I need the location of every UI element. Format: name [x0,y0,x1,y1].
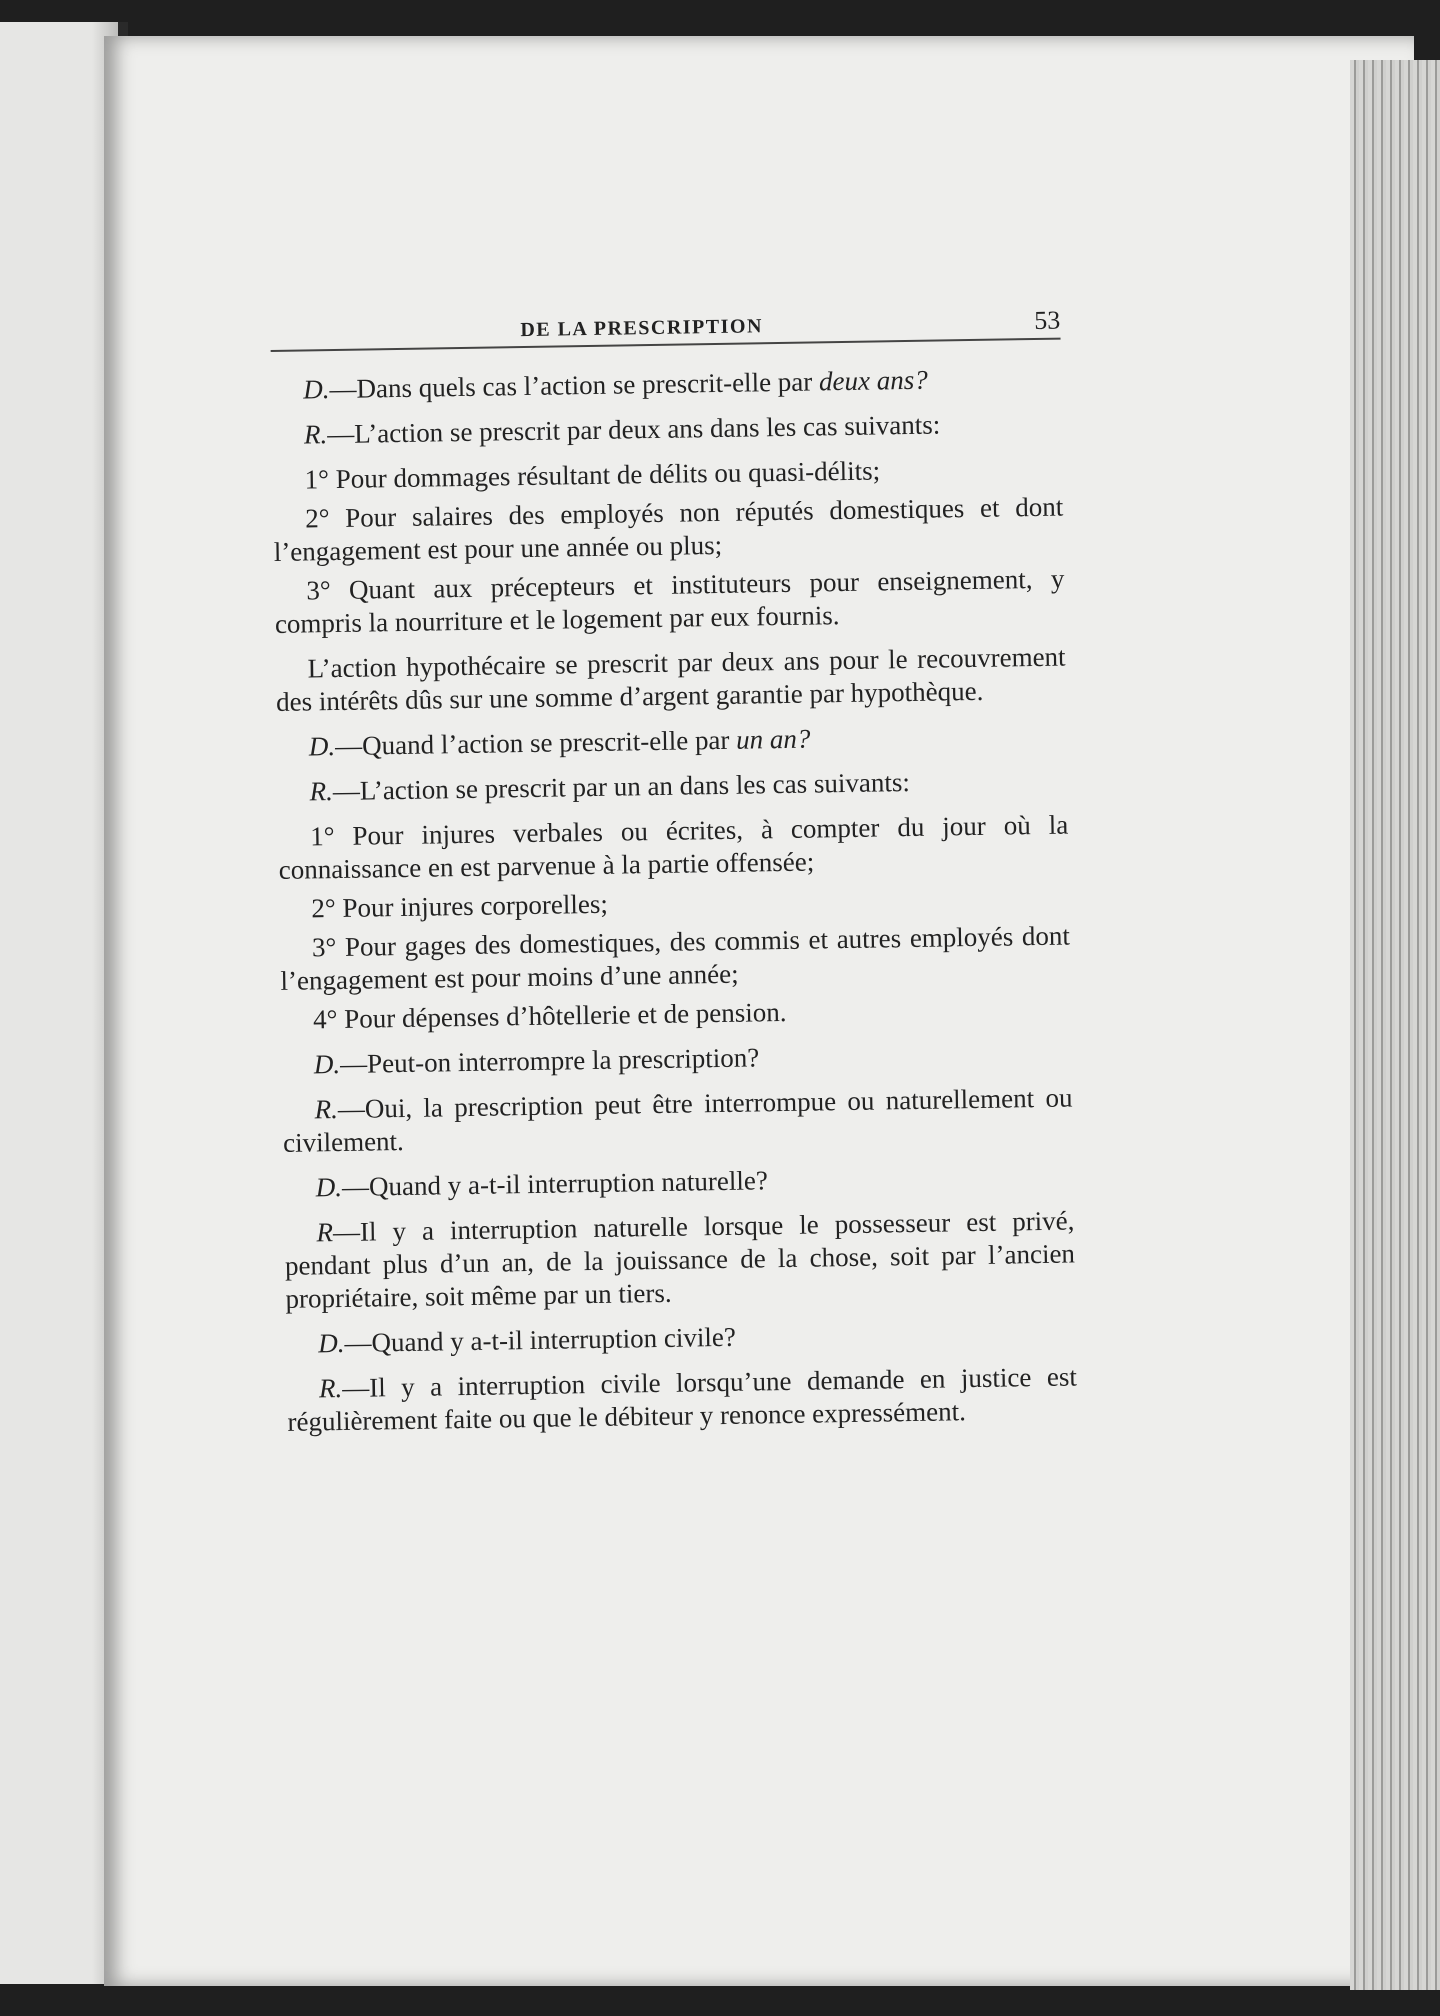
paragraph-text: —Quand y a-t-il interruption naturelle? [341,1165,769,1202]
paragraph-text: —Dans quels cas l’action se prescrit-elle par [329,366,820,405]
question-paragraph [284,1159,1074,1204]
tag: R. [314,1094,339,1125]
tag: D. [315,1171,343,1203]
tag: D. [308,731,336,762]
list-item: 3° Pour gages des domestiques, des commis et autres employés dont l’engagement est pour moins d’une année; [280,920,1071,996]
list-item: 1° Pour dommages résultant de délits ou quasi-délits; [304,455,881,495]
tag: R. [309,776,334,807]
paragraph-text: —Peut-on interrompre la prescription? [339,1042,760,1079]
tag: D. [318,1327,345,1359]
body-paragraph: L’action hypothécaire se prescrit par deux ans pour le recouvrement des intérêts dûs sur une somme d’argent garantie par hypothèque. [275,641,1066,717]
paragraph-text: —Oui, la prescription peut être interrompue ou naturellement ou civilement. [282,1082,1073,1158]
list-item: 1° Pour injures verbales ou écrites, à compter du jour où la connaissance en est parvenue à la partie offensée; [278,809,1069,885]
answer-paragraph [272,407,1062,452]
answer-paragraph [277,764,1067,809]
question-paragraph [282,1037,1072,1082]
page-edge [1350,60,1440,1990]
question-paragraph [286,1315,1076,1360]
page-text-block [270,298,1078,1451]
italic-text: un an? [735,723,811,755]
running-title: DE LA PRESCRIPTION [520,315,764,342]
tag: D. [303,374,330,405]
paragraph-text: —Quand y a-t-il interruption civile? [344,1321,737,1358]
paragraph-text: —Il y a interruption civile lorsqu’une demande en justice est régulièrement faite ou que le débiteur y renonce expressément. [287,1361,1078,1437]
answer-paragraph [287,1360,1078,1438]
list-item: 2° Pour injures corporelles; [311,888,609,924]
paragraph-text: —Il y a interruption naturelle lorsque le possesseur est privé, pendant plus d’un an, de la jouissance de la chose, soit par l’ancien propriétaire, soit même par un tiers. [284,1205,1076,1314]
tag: R. [303,419,328,450]
answer-paragraph [282,1081,1073,1159]
question-paragraph [277,719,1067,764]
list-item: 4° Pour dépenses d’hôtellerie et de pension. [312,996,787,1035]
paragraph-text: —L’action se prescrit par deux ans dans les cas suivants: [326,409,941,450]
answer-paragraph [284,1204,1075,1315]
list-item: 2° Pour salaires des employés non réputés domestiques et dont l’engagement est pour une année ou plus; [273,491,1064,567]
list-item: 3° Quant aux précepteurs et instituteurs pour enseignement, y compris la nourriture et le logement par eux fournis. [274,563,1065,639]
tag: D. [313,1048,341,1080]
tag: R. [318,1373,343,1404]
paragraph-text: —L’action se prescrit par un an dans les cas suivants: [332,767,911,807]
italic-text: deux ans? [818,364,928,397]
tag: R [316,1217,334,1248]
paragraph-text: —Quand l’action se prescrit-elle par [334,724,737,762]
question-paragraph [271,362,1061,407]
page-number: 53 [1034,305,1061,335]
